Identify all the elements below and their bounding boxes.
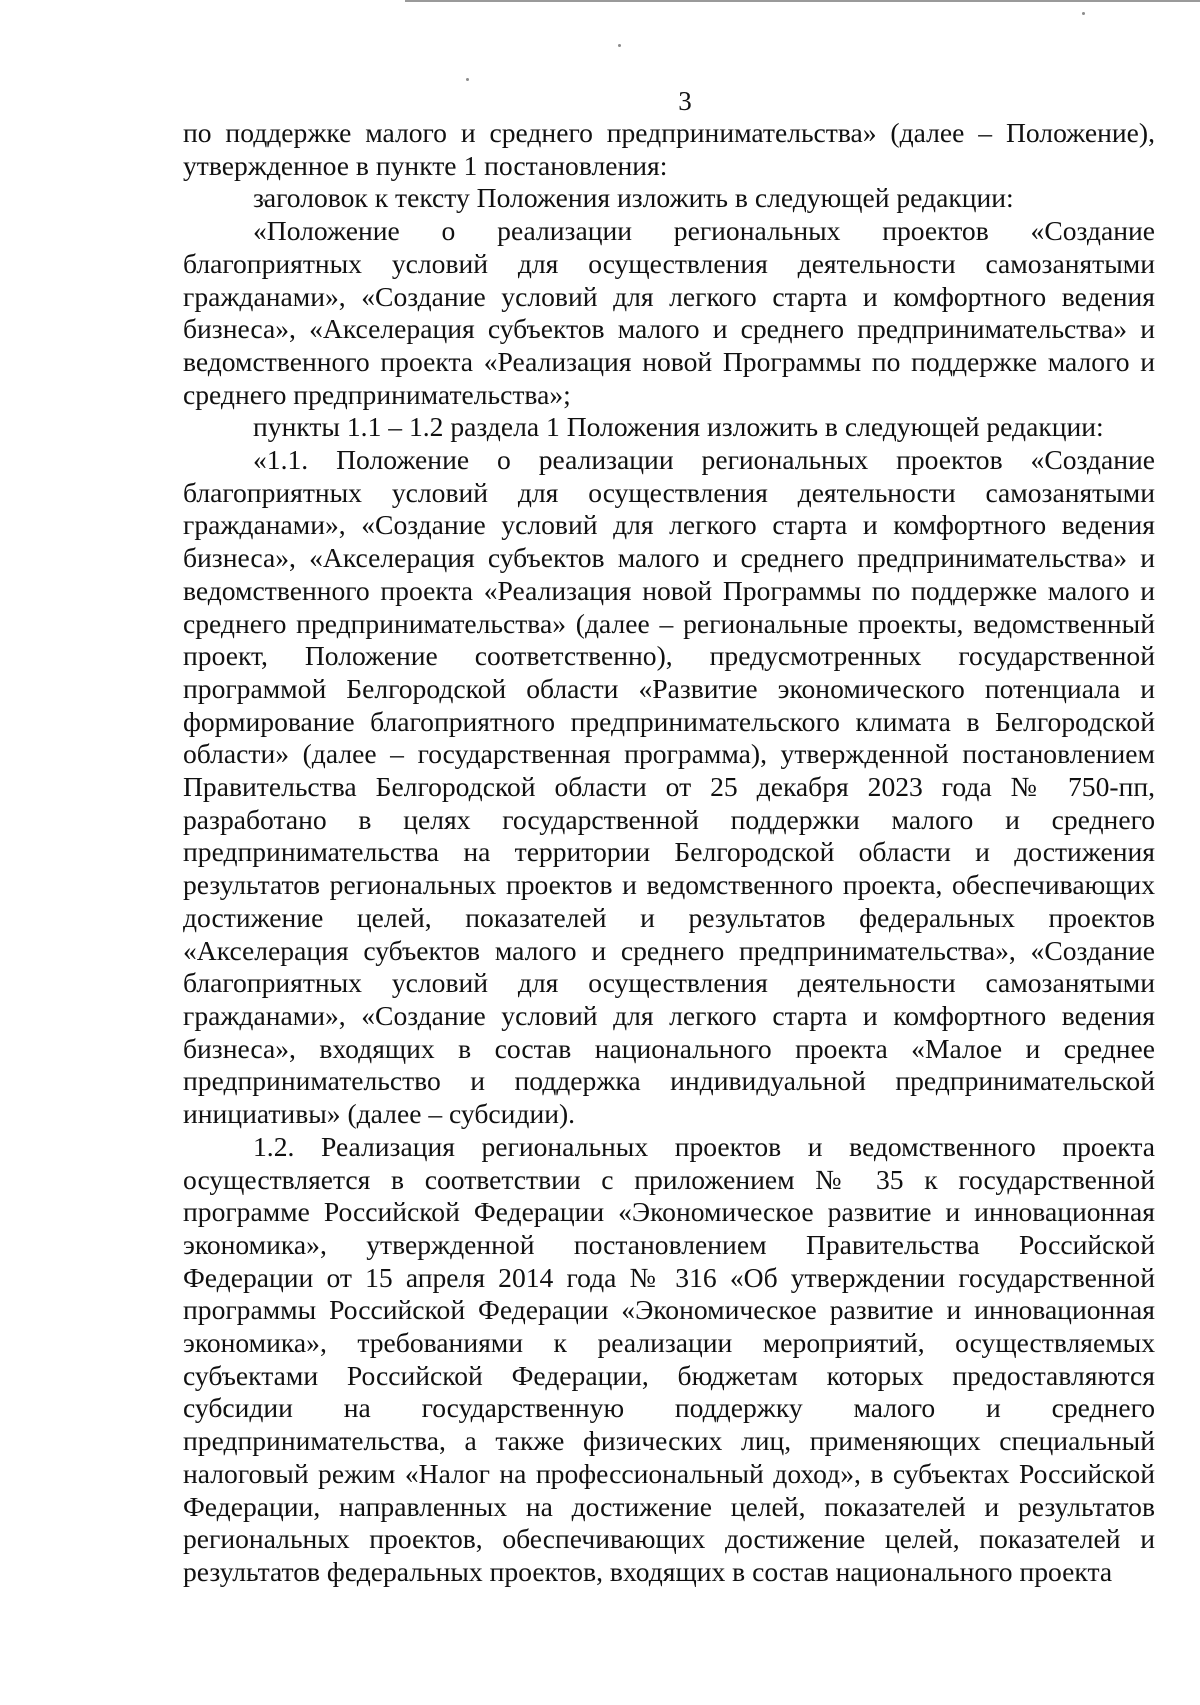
- scan-speck: [466, 78, 469, 81]
- document-body: [183, 117, 1155, 1589]
- paragraph-title-amendment: заголовок к тексту Положения изложить в следующей редакции:: [253, 182, 1014, 214]
- paragraph-new-title: «Положение о реализации региональных проектов «Создание благоприятных условий для осуществления деятельности самозанятыми гражданами», «Создание условий для легкого старта и комфортного ведения бизнеса», «Акселерация субъектов малого и среднего предпринимательства» и ведомственного проекта «Реализация новой Программы по поддержке малого и среднего предпринимательства»;: [183, 215, 1155, 410]
- paragraph-clause-1-2: 1.2. Реализация региональных проектов и ведомственного проекта осуществляется в соответствии с приложением № 35 к государственной программе Российской Федерации «Экономическое развитие и инновационная экономика», утвержденной постановлением Правительства Российской Федерации от 15 апреля 2014 года № 316 «Об утверждении государственной программы Российской Федерации «Экономическое развитие и инновационная экономика», требованиями к реализации мероприятий, осуществляемых субъектами Российской Федерации, бюджетам которых предоставляются субсидии на государственную поддержку малого и среднего предпринимательства, а также физических лиц, применяющих специальный налоговый режим «Налог на профессиональный доход», в субъектах Российской Федерации, направленных на достижение целей, показателей и результатов региональных проектов, обеспечивающих достижение целей, показателей и результатов федеральных проектов, входящих в состав национального проекта: [183, 1130, 1155, 1587]
- scan-speck: [1082, 12, 1085, 15]
- scan-top-edge-line: [405, 0, 1200, 2]
- page-number: 3: [678, 86, 692, 116]
- paragraph-continuation: по поддержке малого и среднего предпринимательства» (далее – Положение), утвержденное в пункте 1 постановления:: [183, 117, 1155, 181]
- paragraph-clause-1-1: «1.1. Положение о реализации региональных проектов «Создание благоприятных условий для осуществления деятельности самозанятыми гражданами», «Создание условий для легкого старта и комфортного ведения бизнеса», «Акселерация субъектов малого и среднего предпринимательства» и ведомственного проекта «Реализация новой Программы по поддержке малого и среднего предпринимательства» (далее – региональные проекты, ведомственный проект, Положение соответственно), предусмотренных государственной программой Белгородской области «Развитие экономического потенциала и формирование благоприятного предпринимательского климата в Белгородской области» (далее – государственная программа), утвержденной постановлением Правительства Белгородской области от 25 декабря 2023 года № 750-пп, разработано в целях государственной поддержки малого и среднего предпринимательства на территории Белгородской области и достижения результатов региональных проектов и ведомственного проекта, обеспечивающих достижение целей, показателей и результатов федеральных проектов «Акселерация субъектов малого и среднего предпринимательства», «Создание благоприятных условий для осуществления деятельности самозанятыми гражданами», «Создание условий для легкого старта и комфортного ведения бизнеса», входящих в состав национального проекта «Малое и среднее предпринимательство и поддержка индивидуальной предпринимательской инициативы» (далее – субсидии).: [183, 444, 1155, 1130]
- scan-speck: [618, 44, 621, 47]
- paragraph-sections-amendment: пункты 1.1 – 1.2 раздела 1 Положения изложить в следующей редакции:: [253, 411, 1104, 443]
